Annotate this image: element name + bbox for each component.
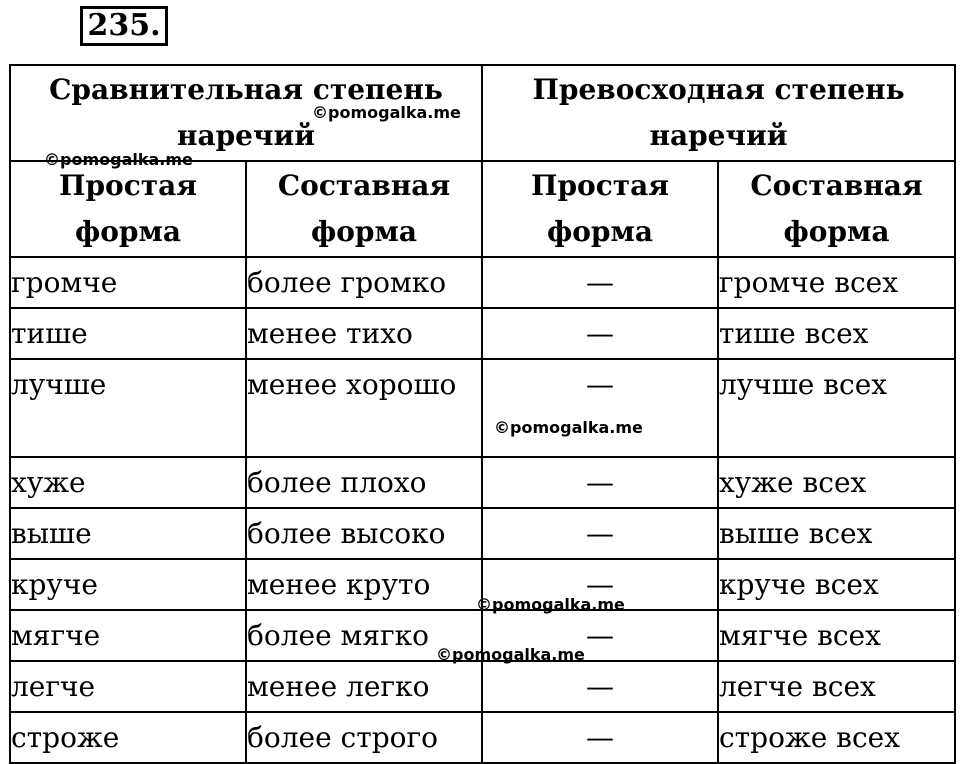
table-cell: легче	[10, 661, 246, 712]
table-cell: —	[482, 610, 718, 661]
column-header: Составная форма	[246, 161, 482, 257]
watermark: ©pomogalka.me	[476, 595, 625, 614]
table-cell: тише	[10, 308, 246, 359]
table-cell: более мягко	[246, 610, 482, 661]
table-row	[10, 257, 955, 308]
table-row	[10, 508, 955, 559]
watermark: ©pomogalka.me	[494, 418, 643, 437]
table-cell: лучше	[10, 359, 246, 457]
table-cell: —	[482, 257, 718, 308]
table-cell: круче	[10, 559, 246, 610]
table-cell: хуже всех	[718, 457, 955, 508]
task-number: 235.	[80, 6, 168, 46]
table-cell: выше	[10, 508, 246, 559]
table-cell: —	[482, 559, 718, 610]
watermark: ©pomogalka.me	[44, 150, 193, 169]
table-cell: —	[482, 508, 718, 559]
table-cell: менее круто	[246, 559, 482, 610]
group-header-row	[10, 65, 955, 161]
table-row	[10, 661, 955, 712]
table-row	[10, 712, 955, 763]
watermark: ©pomogalka.me	[436, 645, 585, 664]
table-cell: выше всех	[718, 508, 955, 559]
table-cell: легче всех	[718, 661, 955, 712]
table-row	[10, 457, 955, 508]
column-header: Простая форма	[482, 161, 718, 257]
table-cell: лучше всех	[718, 359, 955, 457]
table-cell: —	[482, 359, 718, 457]
table-row	[10, 308, 955, 359]
table-cell: круче всех	[718, 559, 955, 610]
table-cell: хуже	[10, 457, 246, 508]
column-header: Простая форма	[10, 161, 246, 257]
comparative-degree-header: Сравнительная степень наречий	[10, 65, 482, 161]
table-cell: —	[482, 661, 718, 712]
table-cell: менее легко	[246, 661, 482, 712]
column-header: Составная форма	[718, 161, 955, 257]
table-cell: мягче	[10, 610, 246, 661]
table-cell: строже всех	[718, 712, 955, 763]
sub-header-row	[10, 161, 955, 257]
table-cell: более плохо	[246, 457, 482, 508]
table-row	[10, 359, 955, 457]
table-cell: менее тихо	[246, 308, 482, 359]
table-cell: —	[482, 457, 718, 508]
watermark: ©pomogalka.me	[312, 103, 461, 122]
table-cell: более высоко	[246, 508, 482, 559]
table-cell: более строго	[246, 712, 482, 763]
table-cell: громче	[10, 257, 246, 308]
table-cell: тише всех	[718, 308, 955, 359]
table-cell: —	[482, 308, 718, 359]
table-cell: громче всех	[718, 257, 955, 308]
table-cell: —	[482, 712, 718, 763]
table-cell: менее хорошо	[246, 359, 482, 457]
table-cell: мягче всех	[718, 610, 955, 661]
table-cell: строже	[10, 712, 246, 763]
table-cell: более громко	[246, 257, 482, 308]
superlative-degree-header: Превосходная степень наречий	[482, 65, 955, 161]
